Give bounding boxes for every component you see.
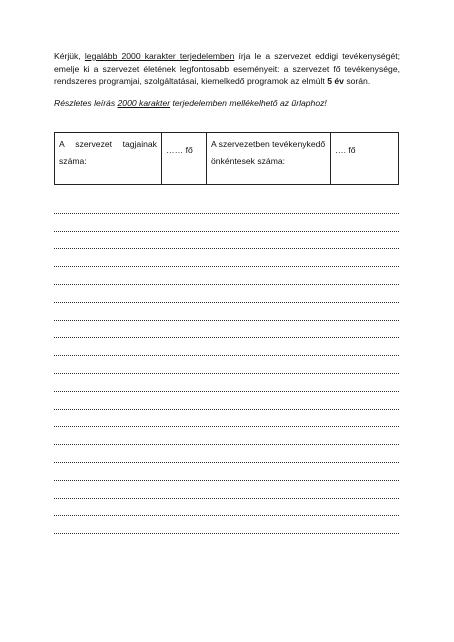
answer-line[interactable]	[54, 338, 399, 356]
answer-lines-area[interactable]	[54, 196, 399, 534]
answer-line[interactable]	[54, 214, 399, 232]
members-label-line-2: száma:	[59, 156, 87, 166]
members-label-word-2: szervezet	[75, 139, 113, 149]
note-text-pre: Részletes leírás	[54, 98, 118, 108]
answer-line[interactable]	[54, 374, 399, 392]
answer-line[interactable]	[54, 392, 399, 410]
answer-line[interactable]	[54, 249, 399, 267]
answer-line[interactable]	[54, 463, 399, 481]
instructions-paragraph	[54, 50, 400, 88]
volunteers-label-line-2: önkéntesek száma:	[211, 156, 286, 166]
answer-line[interactable]	[54, 196, 399, 214]
members-volunteers-table	[54, 132, 399, 185]
instructions-underlined-text: legalább 2000 karakter terjedelemben	[84, 51, 235, 61]
members-label-word-3: tagjainak	[122, 139, 157, 149]
instructions-bold-text: 5 év	[327, 76, 344, 86]
members-label-cell	[55, 133, 162, 185]
volunteers-label-cell	[207, 133, 331, 185]
instructions-text-post: során.	[343, 76, 371, 86]
members-label-word-1: A	[59, 139, 65, 149]
volunteers-value-field[interactable]: …. fő	[331, 133, 399, 185]
answer-line[interactable]	[54, 499, 399, 517]
note-underlined-text: 2000 karakter	[117, 98, 171, 108]
answer-line[interactable]	[54, 303, 399, 321]
volunteers-label-line-1: A szervezetben tevékenykedő	[211, 139, 326, 149]
answer-line[interactable]	[54, 267, 399, 285]
answer-line[interactable]	[54, 410, 399, 428]
instructions-text-pre: Kérjük,	[54, 51, 85, 61]
answer-line[interactable]	[54, 356, 399, 374]
answer-line[interactable]	[54, 285, 399, 303]
answer-line[interactable]	[54, 232, 399, 250]
answer-line[interactable]	[54, 481, 399, 499]
attachment-note	[54, 98, 400, 108]
answer-line[interactable]	[54, 445, 399, 463]
answer-line[interactable]	[54, 516, 399, 534]
note-text-post: terjedelemben mellékelhető az űrlaphoz!	[170, 98, 327, 108]
instructions-text-mid: írja le a szervezet eddigi tevékenységét; emelje ki a szervezet életének legfontosabb eseményeit: a szervezet fő tevékenysége, rendszeres programjai, szolgáltatásai, kiemelkedő programok az elmúlt	[54, 51, 401, 86]
answer-line[interactable]	[54, 427, 399, 445]
answer-line[interactable]	[54, 321, 399, 339]
members-value-field[interactable]: …… fő	[162, 133, 207, 185]
